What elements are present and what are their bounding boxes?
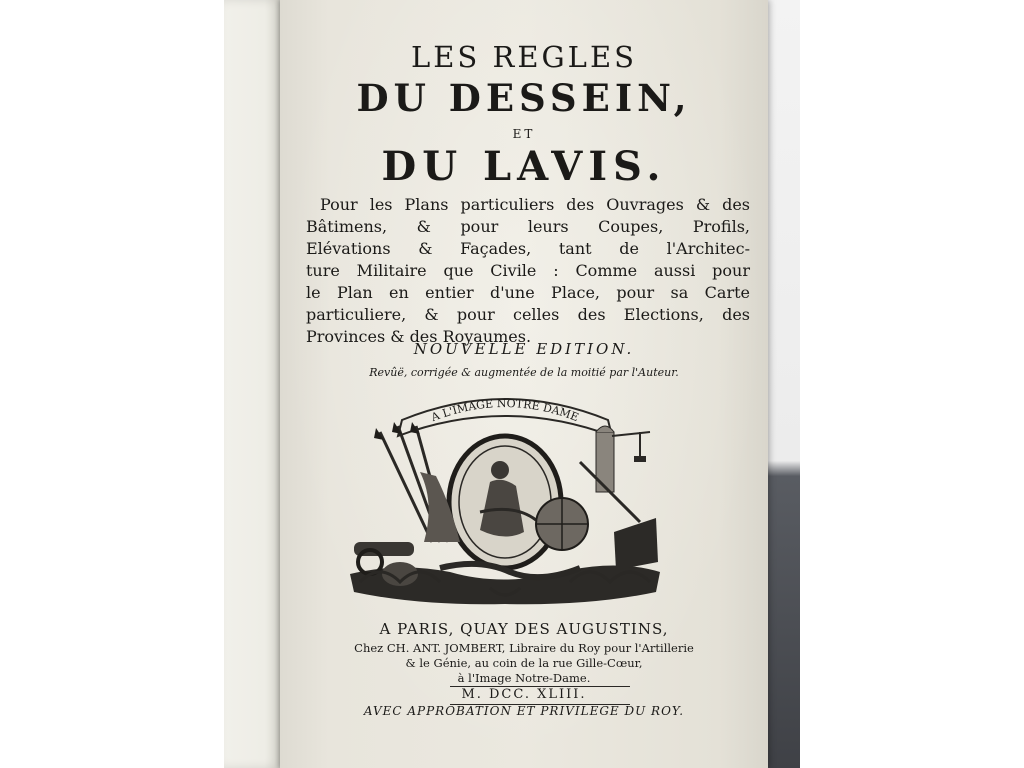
subtitle-line: ture Militaire que Civile : Comme aussi pour [306,261,750,280]
subtitle-line: Pour les Plans particuliers des Ouvrages & des [320,195,750,214]
title-line-2: DU DESSEIN, [356,76,692,120]
publication-date: M. DCC. XLIII. [461,687,587,702]
subtitle-line: Elévations & Façades, tant de l'Architec- [306,239,750,258]
title-line-3: DU LAVIS. [381,143,667,190]
imprint-address: & le Génie, au coin de la rue Gille-Cœur, [405,656,643,670]
imprint-sign: à l'Image Notre-Dame. [457,671,591,685]
privilege-line: AVEC APPROBATION ET PRIVILEGE DU ROY. [363,704,685,718]
subtitle-line: particuliere, & pour celles des Elections, des [306,305,750,324]
background-wall [764,0,800,768]
imprint-publisher: Chez CH. ANT. JOMBERT, Libraire du Roy pour l'Artillerie [354,641,694,655]
title-page [280,0,768,768]
vignette-banner-text: A L'IMAGE NOTRE DAME [429,396,581,425]
edition-note: NOUVELLE EDITION. [413,340,635,358]
subtitle-line: le Plan en entier d'une Place, pour sa Carte [306,283,750,302]
subtitle-line: Provinces & des Royaumes. [306,327,532,346]
engraved-vignette [340,392,670,610]
title-conjunction: ET [512,127,536,141]
book-photo [224,0,800,768]
subtitle-line: Bâtimens, & pour leurs Coupes, Profils, [306,217,750,236]
revision-note: Revûë, corrigée & augmentée de la moitié par l'Auteur. [369,366,679,379]
imprint-city: A PARIS, QUAY DES AUGUSTINS, [379,620,669,638]
title-line-1: LES REGLES [411,40,637,74]
facing-blank-page [224,0,282,768]
